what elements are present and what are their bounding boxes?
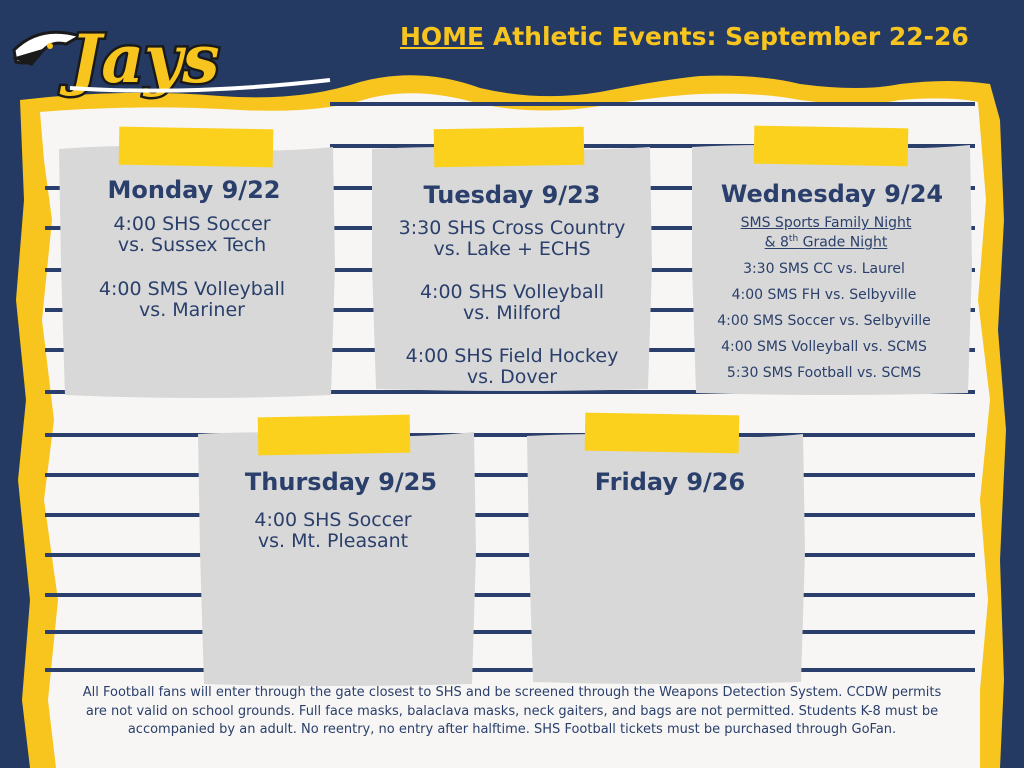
tape [434,127,585,168]
day-title: Wednesday 9/24 [720,180,944,208]
title-rest: Athletic Events: September 22-26 [484,22,969,51]
day-title: Monday 9/22 [107,176,281,204]
tape [258,415,411,456]
jays-logo [10,14,340,104]
title-home: HOME [400,22,485,51]
event-item: 4:00 SMS FH vs. Selbyville [731,287,917,303]
day-card-tuesday [370,125,654,393]
day-title: Thursday 9/25 [244,468,438,496]
event-item: 4:00 SMS Volleyball vs. Mariner [98,278,286,321]
event-item: 3:30 SMS CC vs. Laurel [743,261,905,277]
event-item: 4:00 SHS Volleyball vs. Milford [419,281,605,324]
day-card-wednesday [690,125,974,397]
event-item: 4:00 SHS Soccer vs. Mt. Pleasant [254,509,412,552]
event-item: 3:30 SHS Cross Country vs. Lake + ECHS [398,217,626,260]
day-subtitle: SMS Sports Family Night & 8th Grade Night [740,215,912,251]
event-item: 4:00 SMS Volleyball vs. SCMS [721,339,927,355]
day-title: Tuesday 9/23 [423,181,601,209]
tape [585,413,740,454]
day-card-friday [525,412,807,686]
tape [754,126,909,167]
footer-notice: All Football fans will enter through the gate closest to SHS and be screened through the Weapons Detection System. CCDW permits are not valid on school grounds. Full face masks, balaclava masks, neck gaiters, and bags are not permitted. Students K-8 must be accompanied by an adult. No reentry, no entry after halftime. SHS Football tickets must be purchased through GoFan. [82,685,942,737]
event-item: 4:00 SHS Soccer vs. Sussex Tech [113,213,271,256]
day-card-thursday [196,412,478,688]
event-item: 4:00 SMS Soccer vs. Selbyville [717,313,931,329]
event-item: 4:00 SHS Field Hockey vs. Dover [405,345,619,388]
day-title: Friday 9/26 [594,468,746,496]
svg-text:Jays: Jays [70,20,220,98]
tape [119,127,274,168]
event-item: 5:30 SMS Football vs. SCMS [726,365,922,381]
day-card-monday [57,125,339,400]
page-title [400,22,969,51]
